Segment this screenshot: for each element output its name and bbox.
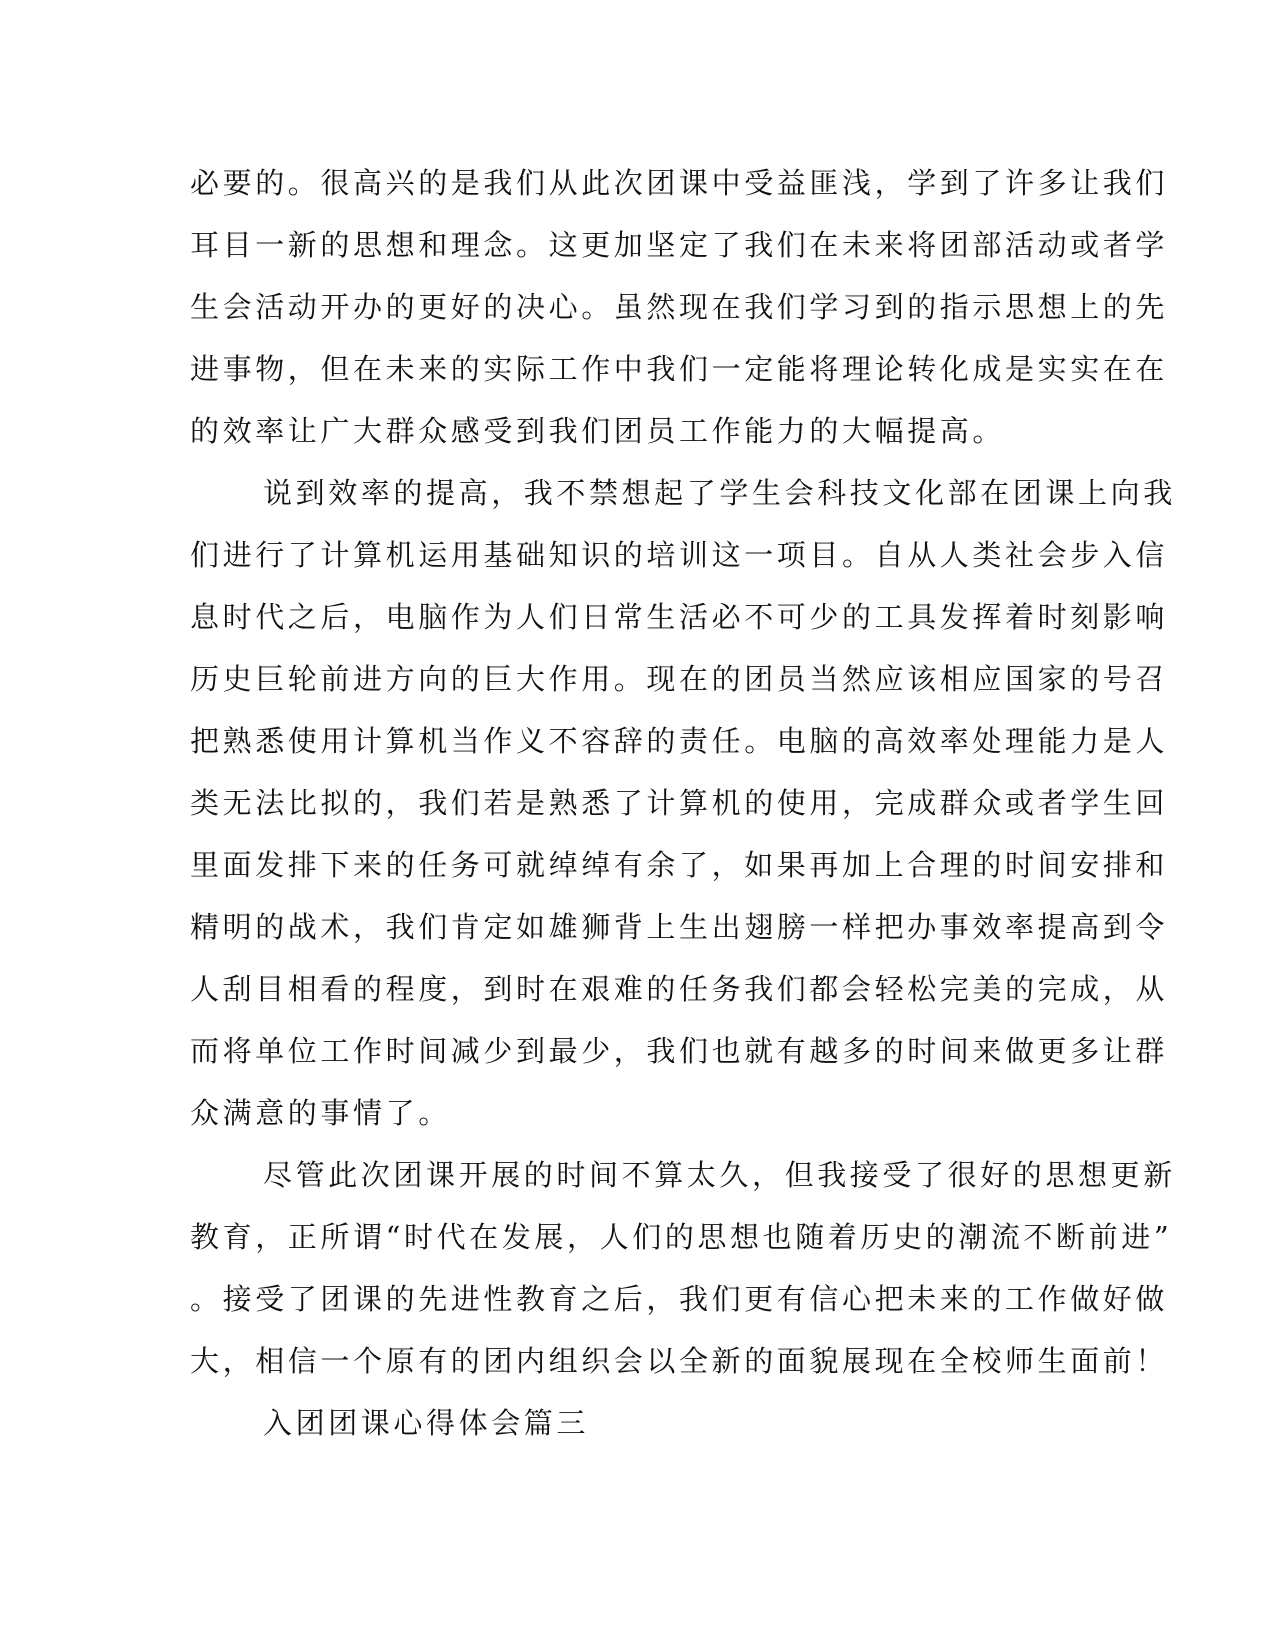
paragraph-start-line: 尽管此次团课开展的时间不算太久，但我接受了很好的思想更新: [263, 1158, 1176, 1192]
text-line: 精明的战术，我们肯定如雄狮背上生出翅膀一样把办事效率提高到令: [190, 910, 1169, 944]
text-line: 把熟悉使用计算机当作义不容辞的责任。电脑的高效率处理能力是人: [190, 724, 1169, 758]
text-line: 们进行了计算机运用基础知识的培训这一项目。自从人类社会步入信: [190, 538, 1169, 572]
text-line: 教育，正所谓“时代在发展，人们的思想也随着历史的潮流不断前进”: [190, 1220, 1173, 1254]
text-line: 大，相信一个原有的团内组织会以全新的面貌展现在全校师生面前！: [190, 1344, 1169, 1378]
text-line: 人刮目相看的程度，到时在艰难的任务我们都会轻松完美的完成，从: [190, 972, 1169, 1006]
text-line: 进事物，但在未来的实际工作中我们一定能将理论转化成是实实在在: [190, 352, 1169, 386]
text-line: 众满意的事情了。: [190, 1096, 451, 1130]
text-line: 耳目一新的思想和理念。这更加坚定了我们在未来将团部活动或者学: [190, 228, 1169, 262]
text-line: 必要的。很高兴的是我们从此次团课中受益匪浅，学到了许多让我们: [190, 166, 1169, 200]
text-line: 的效率让广大群众感受到我们团员工作能力的大幅提高。: [190, 414, 1006, 448]
text-line: 历史巨轮前进方向的巨大作用。现在的团员当然应该相应国家的号召: [190, 662, 1169, 696]
paragraph-start-line: 说到效率的提高，我不禁想起了学生会科技文化部在团课上向我: [263, 476, 1176, 510]
text-line: 。接受了团课的先进性教育之后，我们更有信心把未来的工作做好做: [190, 1282, 1169, 1316]
text-line: 而将单位工作时间减少到最少，我们也就有越多的时间来做更多让群: [190, 1034, 1169, 1068]
text-line: 息时代之后，电脑作为人们日常生活必不可少的工具发挥着时刻影响: [190, 600, 1169, 634]
text-line: 里面发排下来的任务可就绰绰有余了，如果再加上合理的时间安排和: [190, 848, 1169, 882]
text-line: 生会活动开办的更好的决心。虽然现在我们学习到的指示思想上的先: [190, 290, 1169, 324]
text-line: 类无法比拟的，我们若是熟悉了计算机的使用，完成群众或者学生回: [190, 786, 1169, 820]
section-heading: 入团团课心得体会篇三: [263, 1406, 590, 1440]
